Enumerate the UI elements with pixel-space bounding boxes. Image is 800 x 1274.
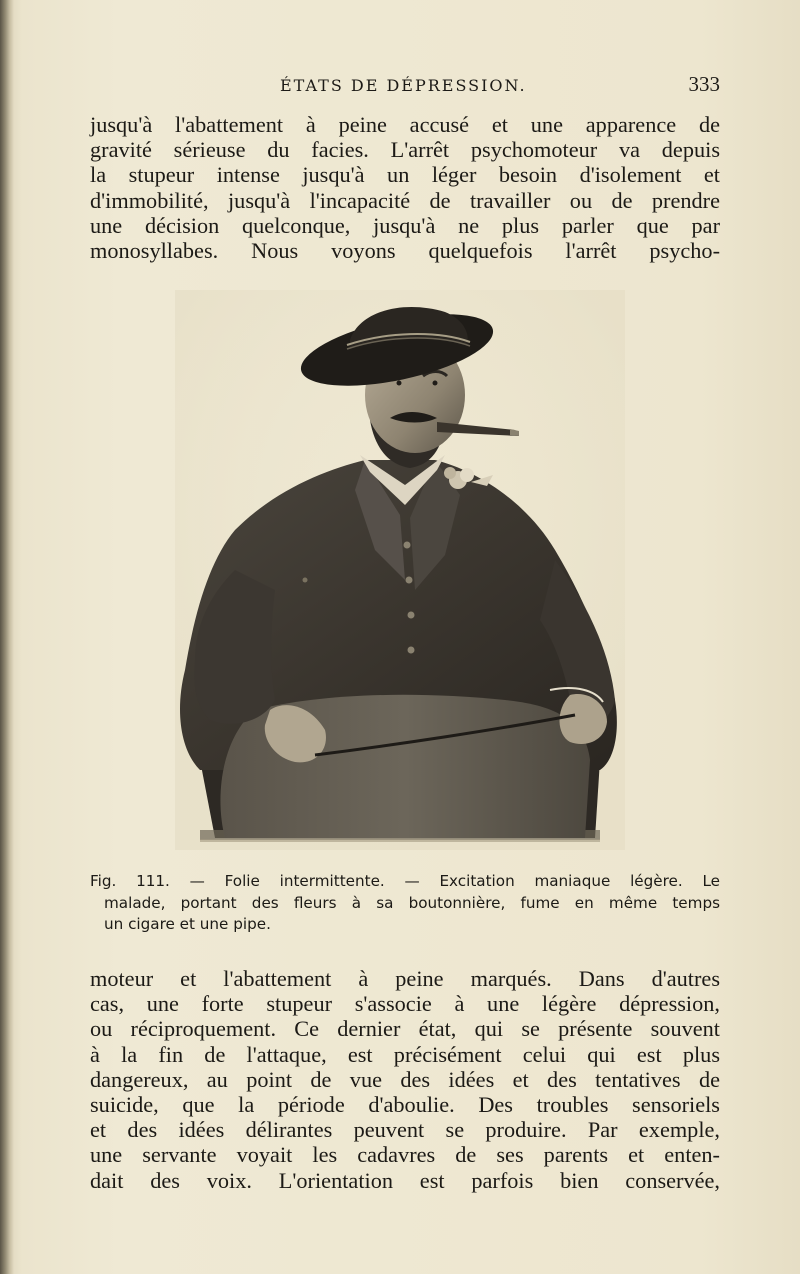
text-line: une servante voyait les cadavres de ses parents et enten- bbox=[90, 1142, 720, 1168]
text-line: la stupeur intense jusqu'à un léger besoin d'isolement et bbox=[90, 162, 720, 188]
figure-photograph bbox=[175, 290, 625, 850]
page-header bbox=[90, 72, 720, 98]
text-line: et des idées délirantes peuvent se produire. Par exemple, bbox=[90, 1117, 720, 1143]
text-line: une décision quelconque, jusqu'à ne plus parler que par bbox=[90, 212, 720, 238]
text-line: gravité sérieuse du facies. L'arrêt psychomoteur va depuis bbox=[90, 137, 720, 163]
text-line: monosyllabes. Nous voyons quelquefois l'arrêt psycho- bbox=[90, 238, 720, 264]
running-title: ÉTATS DE DÉPRESSION. bbox=[280, 76, 527, 95]
paragraph-bottom bbox=[90, 966, 720, 1193]
text-line: à la fin de l'attaque, est précisément celui qui est plus bbox=[90, 1041, 720, 1067]
text-line: jusqu'à l'abattement à peine accusé et une apparence de bbox=[90, 112, 720, 137]
text-line: dait des voix. L'orientation est parfois bien conservée, bbox=[90, 1167, 720, 1193]
text-line: suicide, que la période d'aboulie. Des troubles sensoriels bbox=[90, 1092, 720, 1118]
text-line: ou réciproquement. Ce dernier état, qui se présente souvent bbox=[90, 1016, 720, 1042]
caption-line: malade, portant des fleurs à sa boutonnière, fume en même temps bbox=[104, 893, 720, 912]
text-line: dangereux, au point de vue des idées et des tentatives de bbox=[90, 1066, 720, 1092]
page-binding-edge bbox=[0, 0, 14, 1274]
seated-man-photo bbox=[175, 290, 625, 850]
text-line: d'immobilité, jusqu'à l'incapacité de travailler ou de prendre bbox=[90, 187, 720, 213]
page-number: 333 bbox=[688, 72, 720, 96]
caption-line: un cigare et une pipe. bbox=[104, 915, 271, 933]
paragraph-top bbox=[90, 112, 720, 263]
text-line: cas, une forte stupeur s'associe à une légère dépression, bbox=[90, 991, 720, 1017]
figure-caption bbox=[90, 871, 720, 936]
caption-line: Fig. 111. — Folie intermittente. — Excitation maniaque légère. Le bbox=[90, 872, 720, 890]
text-line: moteur et l'abattement à peine marqués. Dans d'autres bbox=[90, 966, 720, 991]
